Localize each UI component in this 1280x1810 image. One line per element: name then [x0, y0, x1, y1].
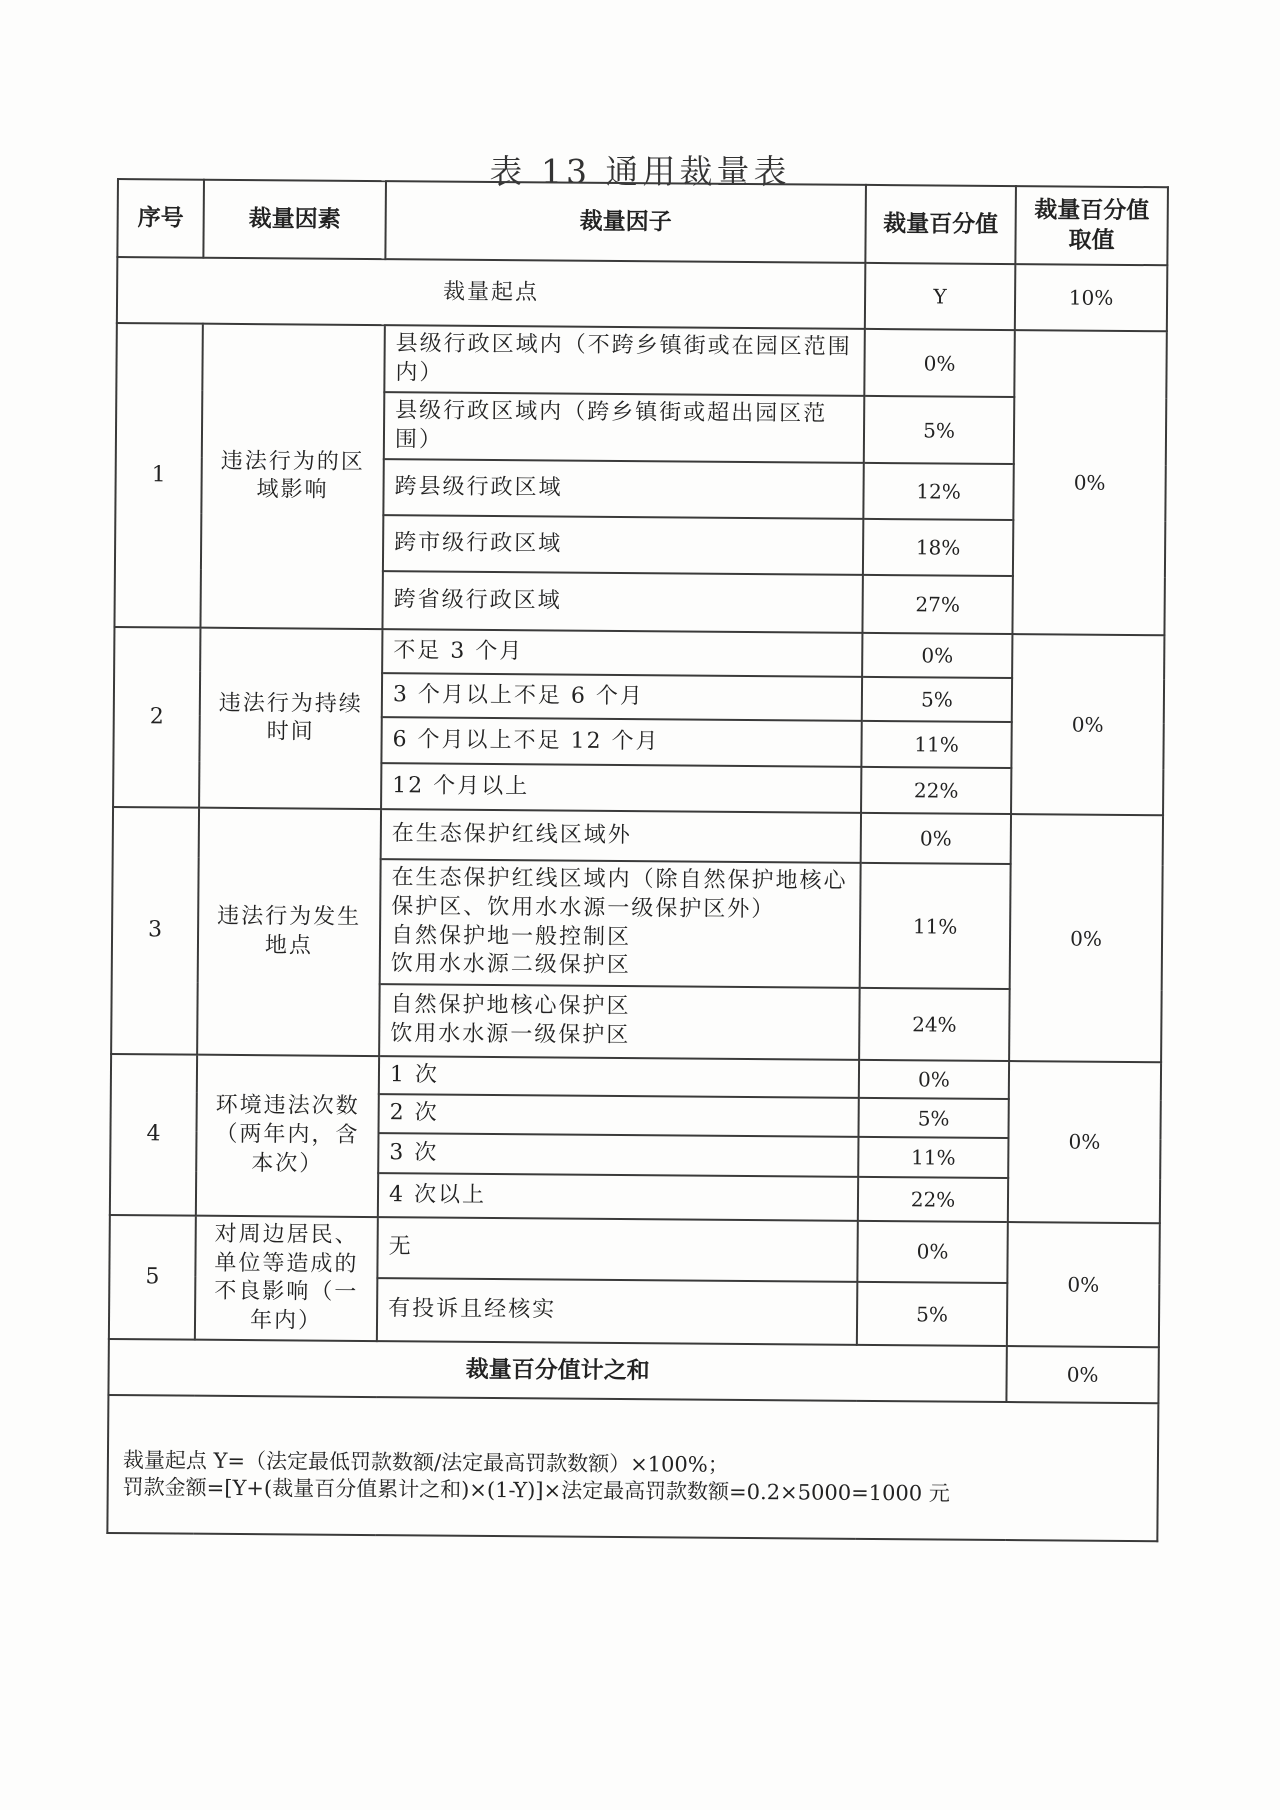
item-percent: 0% — [862, 633, 1012, 678]
group-factor: 违法行为持续时间 — [199, 628, 382, 809]
start-percent: Y — [865, 263, 1016, 330]
group-seq: 1 — [114, 323, 202, 628]
item-text: 跨省级行政区域 — [382, 571, 862, 633]
sum-row — [108, 1339, 1158, 1403]
item-text: 6 个月以上不足 12 个月 — [381, 717, 861, 767]
item-text: 县级行政区域内（不跨乡镇街或在园区范围内） — [384, 325, 865, 396]
item-percent: 24% — [859, 988, 1010, 1061]
item-text: 不足 3 个月 — [382, 629, 862, 677]
group-seq: 3 — [111, 807, 199, 1054]
group-factor: 违法行为的区域影响 — [200, 324, 384, 630]
item-percent: 22% — [858, 1177, 1008, 1222]
item-percent: 27% — [862, 575, 1012, 634]
item-text: 无 — [377, 1217, 857, 1282]
header-row — [117, 179, 1168, 265]
table-row — [116, 323, 1166, 398]
item-percent: 11% — [861, 721, 1011, 768]
group-value: 0% — [1009, 814, 1163, 1062]
formula-note: 罚款金额=[Y+(裁量百分值累计之和)×(1-Y)]×法定最高罚款数额=0.2×5000=1000 元 — [122, 1475, 950, 1506]
item-text: 在生态保护红线区域外 — [381, 809, 861, 863]
header-factor: 裁量因素 — [203, 180, 386, 259]
group-factor: 环境违法次数（两年内，含本次） — [196, 1054, 379, 1217]
item-percent: 18% — [863, 519, 1013, 576]
start-value: 10% — [1015, 264, 1168, 331]
item-text: 3 个月以上不足 6 个月 — [382, 673, 862, 721]
item-percent: 22% — [861, 767, 1011, 814]
item-percent: 0% — [857, 1221, 1007, 1283]
table-body — [107, 179, 1168, 1542]
item-text: 跨市级行政区域 — [383, 515, 863, 575]
formula-note: 裁量起点 Y=（法定最低罚款数额/法定最高罚款数额）×100%； — [122, 1448, 729, 1477]
header-value: 裁量百分值取值 — [1015, 186, 1168, 265]
notes-cell — [107, 1395, 1158, 1541]
item-percent: 11% — [858, 1137, 1008, 1178]
item-text: 12 个月以上 — [381, 763, 861, 813]
start-label: 裁量起点 — [117, 257, 865, 329]
table-row — [109, 1215, 1159, 1284]
group-factor: 对周边居民、单位等造成的不良影响（一年内） — [195, 1216, 378, 1342]
item-text: 4 次以上 — [378, 1173, 858, 1221]
sum-label: 裁量百分值计之和 — [108, 1339, 1006, 1402]
item-text: 跨县级行政区域 — [383, 459, 863, 519]
item-text: 县级行政区域内（跨乡镇街或超出园区范围） — [384, 392, 865, 463]
item-text: 2 次 — [379, 1094, 859, 1136]
table-row — [111, 1054, 1161, 1101]
item-percent: 12% — [863, 463, 1013, 520]
start-row — [117, 257, 1167, 331]
group-value: 0% — [1011, 634, 1164, 815]
item-percent: 11% — [860, 863, 1011, 989]
item-text: 3 次 — [378, 1133, 858, 1177]
item-percent: 0% — [861, 813, 1011, 864]
notes-row — [107, 1395, 1158, 1541]
item-percent: 5% — [858, 1098, 1008, 1138]
item-text: 有投诉且经核实 — [377, 1278, 857, 1345]
header-percent: 裁量百分值 — [865, 185, 1016, 264]
item-text: 1 次 — [379, 1056, 859, 1098]
table-row — [114, 627, 1164, 679]
group-seq: 2 — [113, 627, 200, 808]
group-value: 0% — [1007, 1222, 1160, 1348]
item-percent: 5% — [864, 396, 1015, 464]
group-seq: 5 — [109, 1215, 196, 1340]
item-percent: 0% — [864, 329, 1015, 397]
sum-value: 0% — [1006, 1346, 1158, 1403]
item-text: 在生态保护红线区域内（除自然保护地核心保护区、饮用水水源一级保护区外） 自然保护地一般控制区 饮用水水源二级保护区 — [380, 859, 861, 987]
item-text: 自然保护地核心保护区 饮用水水源一级保护区 — [379, 984, 860, 1060]
table-title: 表 13 通用裁量表 — [489, 152, 791, 191]
header-item: 裁量因子 — [385, 181, 866, 263]
header-seq: 序号 — [117, 179, 204, 258]
group-value: 0% — [1008, 1061, 1161, 1223]
discretion-table — [106, 178, 1169, 1543]
group-factor: 违法行为发生地点 — [197, 808, 381, 1056]
item-percent: 5% — [862, 677, 1012, 722]
group-value: 0% — [1012, 330, 1166, 636]
item-percent: 5% — [857, 1282, 1007, 1346]
item-percent: 0% — [859, 1060, 1009, 1100]
group-seq: 4 — [110, 1054, 197, 1216]
table-row — [113, 807, 1163, 865]
